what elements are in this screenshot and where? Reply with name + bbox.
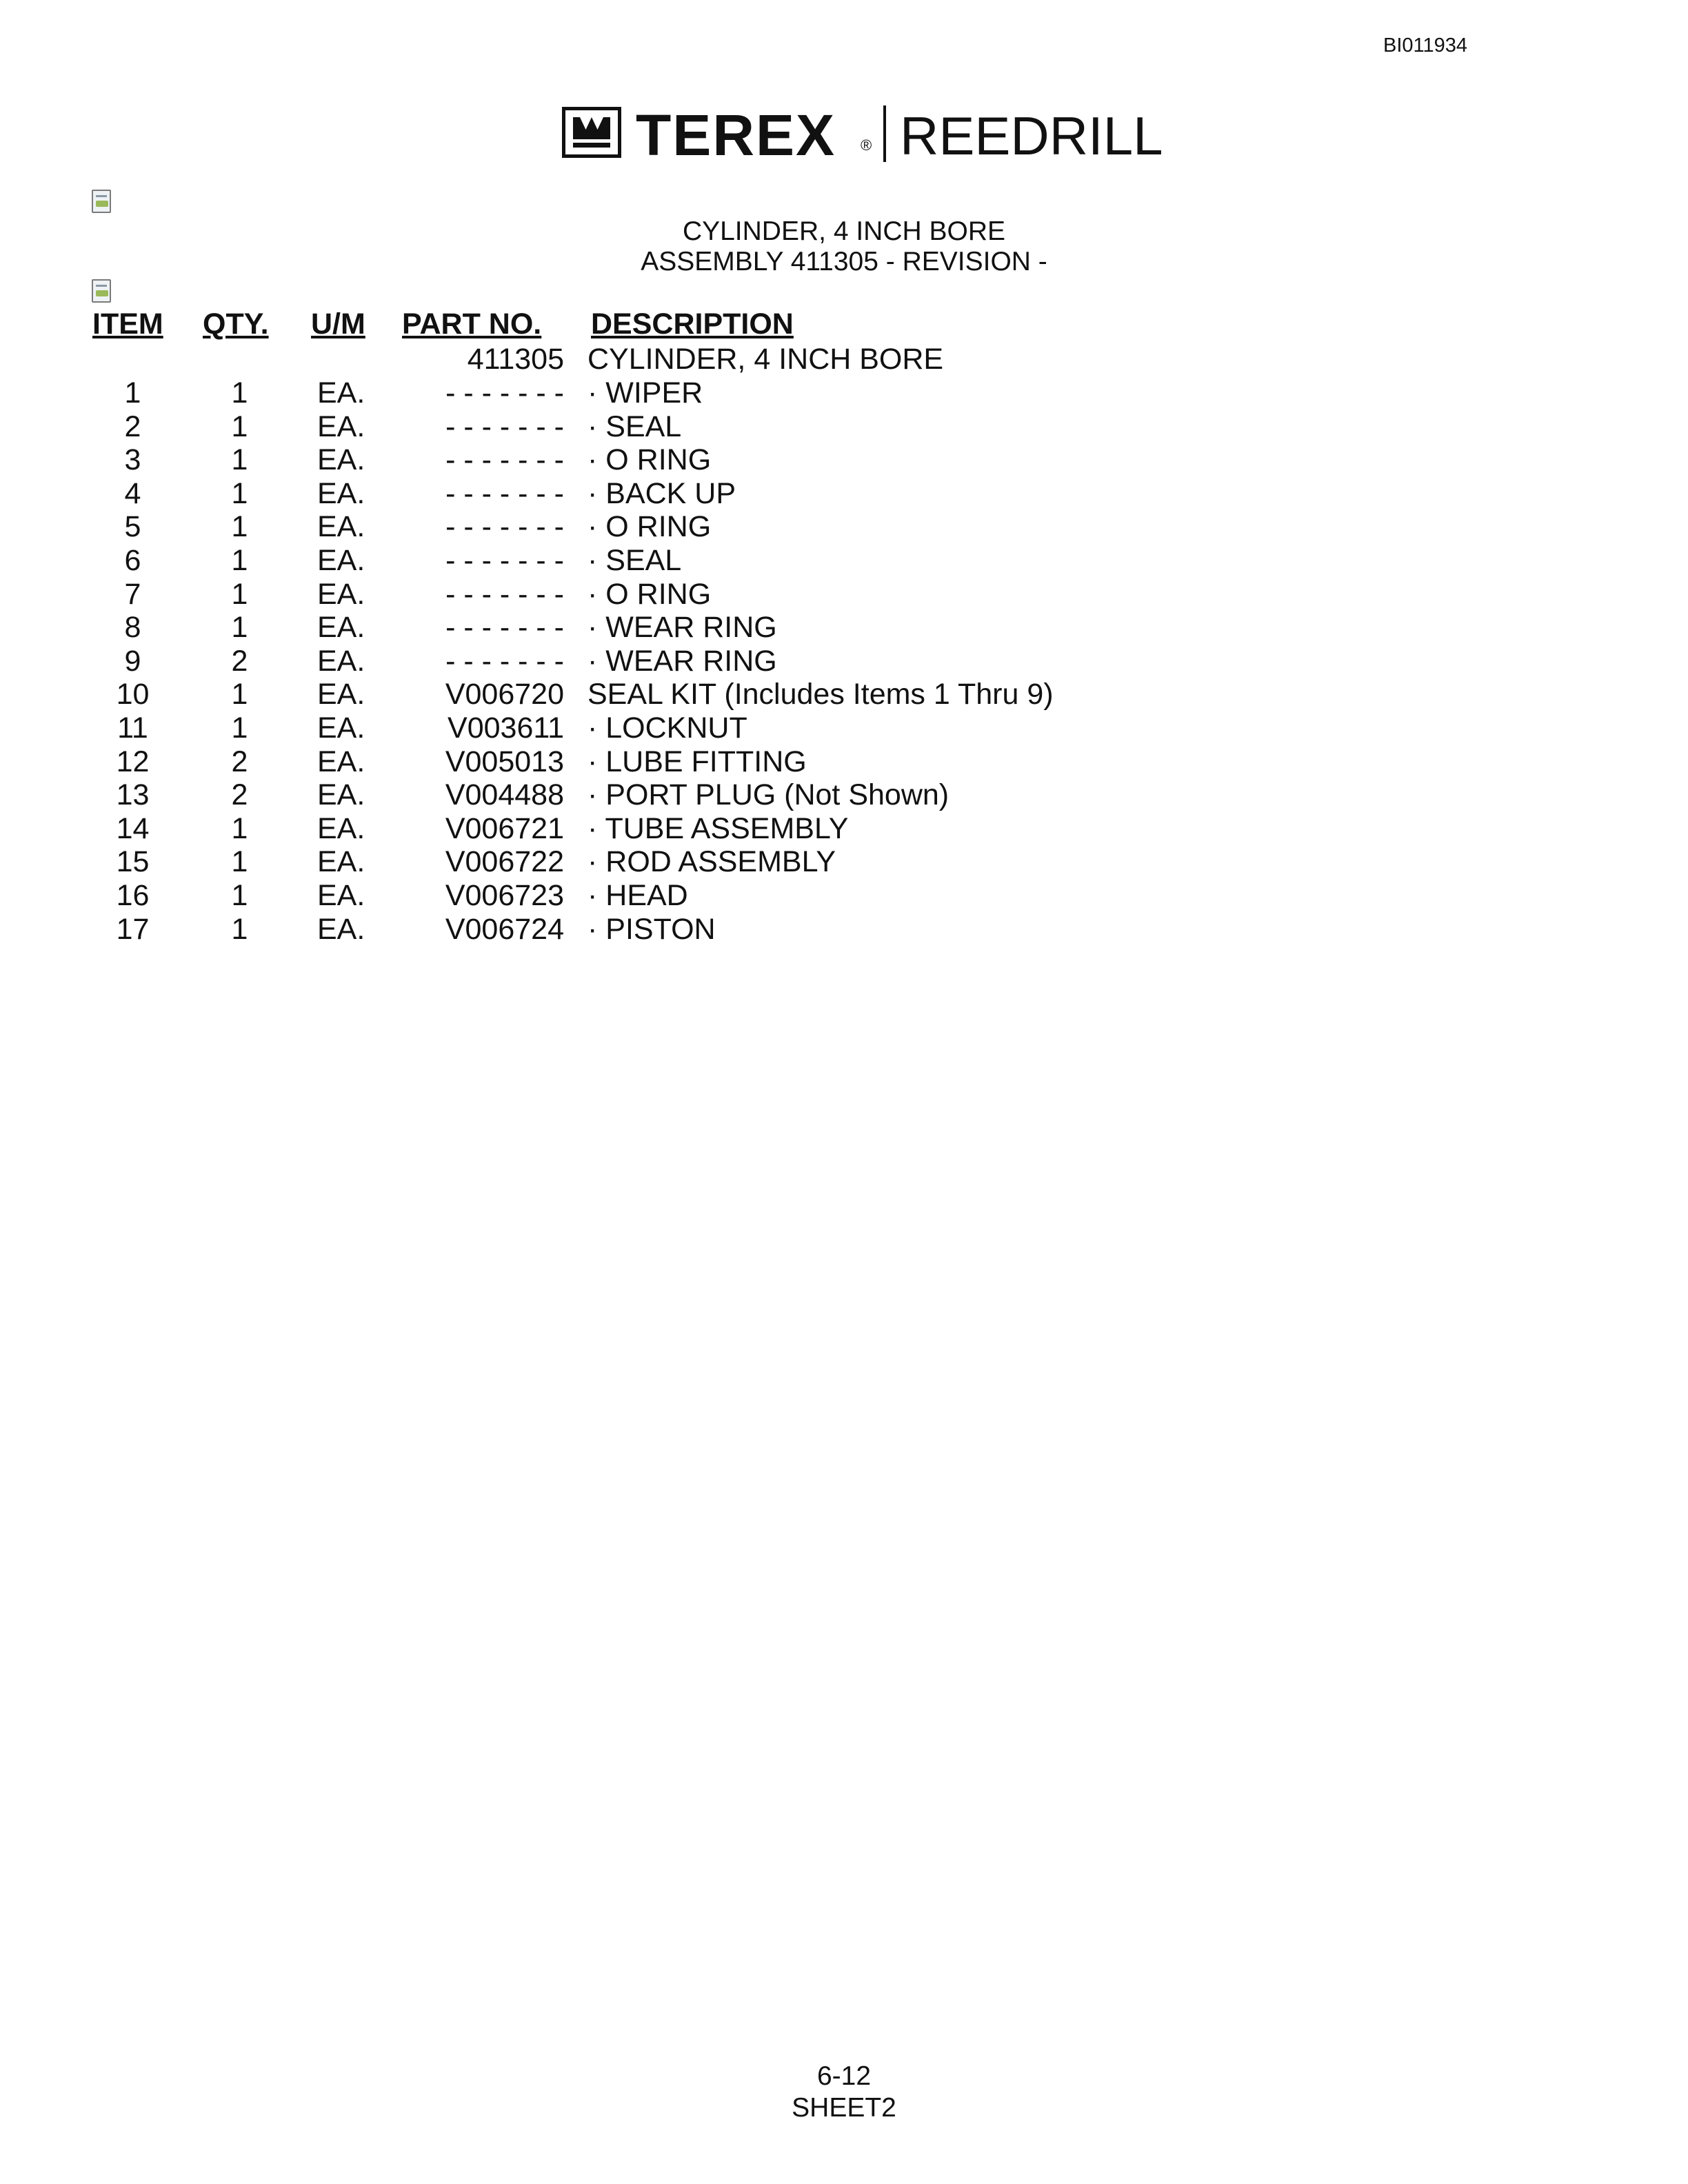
header-um: U/M	[311, 307, 365, 341]
part-description: · LUBE FITTING	[587, 745, 807, 778]
item-number: 15	[116, 845, 150, 879]
quantity: 1	[231, 879, 248, 912]
item-number: 8	[124, 611, 141, 645]
unit-of-measure: EA.	[317, 476, 365, 510]
table-row	[0, 745, 1688, 778]
table-row	[0, 645, 1688, 678]
unit-of-measure: EA.	[317, 678, 365, 711]
part-description: · BACK UP	[587, 476, 736, 510]
table-row	[0, 812, 1688, 845]
part-description: · O RING	[587, 443, 712, 477]
part-description: · SEAL	[587, 544, 682, 577]
page-title: CYLINDER, 4 INCH BORE	[682, 216, 1006, 246]
table-row	[0, 578, 1688, 611]
header-item: ITEM	[92, 307, 163, 341]
item-number: 12	[116, 745, 150, 778]
quantity: 1	[231, 577, 248, 611]
quantity: 1	[231, 678, 248, 711]
assembly-subtitle: ASSEMBLY 411305 - REVISION -	[641, 247, 1047, 276]
part-number: V006720	[445, 678, 564, 711]
unit-of-measure: EA.	[317, 410, 365, 443]
unit-of-measure: EA.	[317, 811, 365, 845]
quantity: 1	[231, 912, 248, 946]
part-description: · WEAR RING	[587, 611, 777, 645]
page-number: 6-12	[816, 2061, 872, 2091]
quantity: 1	[231, 544, 248, 577]
part-number: V006721	[445, 811, 564, 845]
unit-of-measure: EA.	[317, 644, 365, 678]
part-number: - - - - - - -	[445, 611, 564, 645]
unit-of-measure: EA.	[317, 510, 365, 544]
unit-of-measure: EA.	[317, 912, 365, 946]
part-number: V003611	[448, 711, 564, 745]
item-number: 13	[116, 778, 150, 812]
item-number: 1	[124, 376, 141, 410]
parts-list-table	[0, 0, 1688, 965]
quantity: 2	[231, 778, 248, 812]
item-number: 5	[124, 510, 141, 544]
part-description: · ROD ASSEMBLY	[587, 845, 836, 879]
part-description: · O RING	[587, 510, 712, 544]
unit-of-measure: EA.	[317, 577, 365, 611]
quantity: 2	[231, 644, 248, 678]
part-description: · PORT PLUG (Not Shown)	[587, 778, 950, 812]
quantity: 1	[231, 811, 248, 845]
quantity: 1	[231, 476, 248, 510]
unit-of-measure: EA.	[317, 845, 365, 879]
table-header-row	[0, 307, 1688, 341]
part-number: - - - - - - -	[445, 577, 564, 611]
item-number: 9	[124, 644, 141, 678]
part-number: - - - - - - -	[445, 376, 564, 410]
table-row	[0, 443, 1688, 476]
item-number: 4	[124, 476, 141, 510]
assembly-description: CYLINDER, 4 INCH BORE	[587, 343, 944, 376]
registered-mark: ®	[861, 136, 872, 154]
unit-of-measure: EA.	[317, 711, 365, 745]
table-row	[0, 678, 1688, 711]
part-description: SEAL KIT (Includes Items 1 Thru 9)	[587, 678, 1054, 711]
table-row	[0, 376, 1688, 410]
quantity: 1	[231, 611, 248, 645]
item-number: 10	[116, 678, 150, 711]
part-number: V006723	[445, 879, 564, 912]
part-number: V006724	[445, 912, 564, 946]
table-row	[0, 913, 1688, 946]
part-description: · HEAD	[587, 879, 688, 912]
unit-of-measure: EA.	[317, 778, 365, 812]
quantity: 1	[231, 443, 248, 477]
table-row	[0, 410, 1688, 443]
item-number: 3	[124, 443, 141, 477]
part-description: · WEAR RING	[587, 644, 777, 678]
item-number: 11	[117, 711, 148, 745]
item-number: 16	[116, 879, 150, 912]
sheet-label: SHEET2	[792, 2093, 896, 2123]
assembly-row	[0, 343, 1688, 376]
table-row	[0, 845, 1688, 878]
unit-of-measure: EA.	[317, 544, 365, 577]
unit-of-measure: EA.	[317, 443, 365, 477]
part-number: - - - - - - -	[445, 410, 564, 443]
part-description: · TUBE ASSEMBLY	[587, 811, 849, 845]
item-number: 2	[124, 410, 141, 443]
quantity: 2	[231, 745, 248, 778]
unit-of-measure: EA.	[317, 611, 365, 645]
quantity: 1	[231, 510, 248, 544]
part-number: - - - - - - -	[445, 544, 564, 577]
document-id: BI011934	[1383, 34, 1468, 57]
unit-of-measure: EA.	[317, 745, 365, 778]
item-number: 6	[124, 544, 141, 577]
item-number: 7	[124, 577, 141, 611]
header-part-no: PART NO.	[402, 307, 542, 341]
part-number: - - - - - - -	[445, 443, 564, 477]
table-row	[0, 879, 1688, 912]
logo-brand-text: TEREX	[636, 103, 836, 168]
header-qty: QTY.	[203, 307, 269, 341]
header-description: DESCRIPTION	[591, 307, 794, 341]
quantity: 1	[231, 410, 248, 443]
table-row	[0, 778, 1688, 811]
part-description: · PISTON	[587, 912, 716, 946]
unit-of-measure: EA.	[317, 376, 365, 410]
logo-sub-brand-text: REEDRILL	[900, 105, 1163, 166]
part-number: V004488	[445, 778, 564, 812]
unit-of-measure: EA.	[317, 879, 365, 912]
part-number: - - - - - - -	[445, 510, 564, 544]
quantity: 1	[231, 711, 248, 745]
assembly-part-no: 411305	[467, 343, 564, 376]
part-number: - - - - - - -	[445, 476, 564, 510]
item-number: 17	[116, 912, 150, 946]
part-number: - - - - - - -	[445, 644, 564, 678]
part-number: V005013	[445, 745, 564, 778]
quantity: 1	[231, 845, 248, 879]
quantity: 1	[231, 376, 248, 410]
part-description: · WIPER	[587, 376, 703, 410]
table-row	[0, 611, 1688, 644]
table-row	[0, 477, 1688, 510]
part-description: · LOCKNUT	[587, 711, 747, 745]
part-number: V006722	[445, 845, 564, 879]
table-row	[0, 510, 1688, 543]
item-number: 14	[116, 811, 150, 845]
part-description: · O RING	[587, 577, 712, 611]
table-row	[0, 544, 1688, 577]
part-description: · SEAL	[587, 410, 682, 443]
table-row	[0, 711, 1688, 745]
